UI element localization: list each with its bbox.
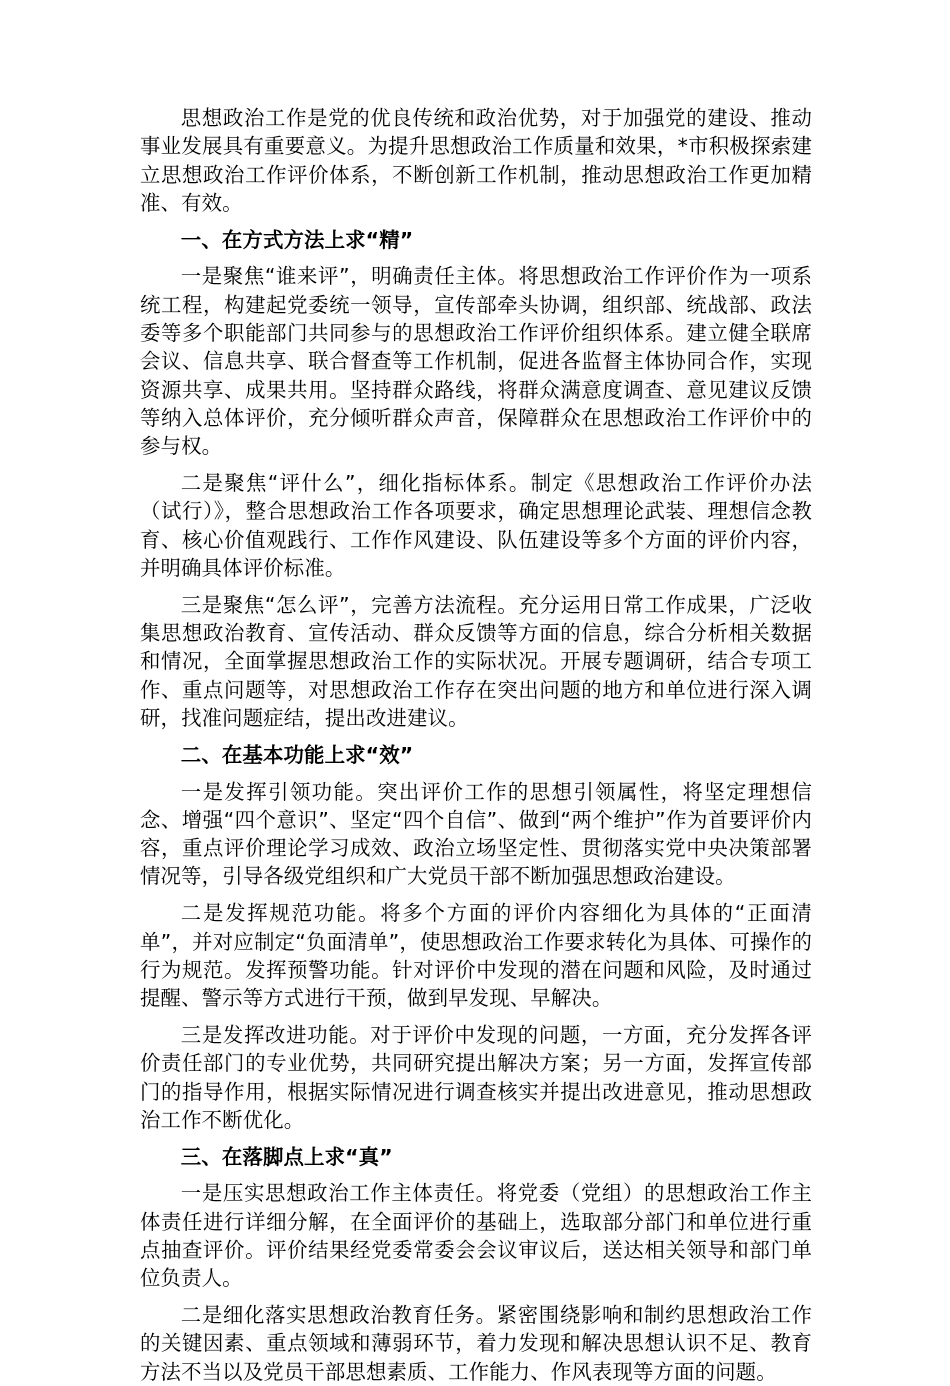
intro-paragraph: 思想政治工作是党的优良传统和政治优势，对于加强党的建设、推动事业发展具有重要意义。为提升思想政治工作质量和效果，*市积极探索建立思想政治工作评价体系，不断创新工作机制，推动思想政治工作更加精准、有效。 [140, 106, 812, 215]
document-text-column [140, 104, 812, 1386]
section-heading-3: 三、在落脚点上求“真” [180, 1144, 393, 1169]
section-2-item-1: 一是发挥引领功能。突出评价工作的思想引领属性，将坚定理想信念、增强“四个意识”、坚定“四个自信”、做到“两个维护”作为首要评价内容，重点评价理论学习成效、政治立场坚定性、贯彻落实党中央决策部署情况等，引导各级党组织和广大党员干部不断加强思想政治建设。 [140, 779, 812, 889]
section-1-item-3: 三是聚焦“怎么评”，完善方法流程。充分运用日常工作成果，广泛收集思想政治教育、宣传活动、群众反馈等方面的信息，综合分析相关数据和情况，全面掌握思想政治工作的实际状况。开展专题调研，结合专项工作、重点问题等，对思想政治工作存在突出问题的地方和单位进行深入调研，找准问题症结，提出改进建议。 [140, 592, 812, 730]
section-1-item-1: 一是聚焦“谁来评”，明确责任主体。将思想政治工作评价作为一项系统工程，构建起党委统一领导，宣传部牵头协调，组织部、统战部、政法委等多个职能部门共同参与的思想政治工作评价组织体系。建立健全联席会议、信息共享、联合督查等工作机制，促进各监督主体协同合作，实现资源共享、成果共用。坚持群众路线，将群众满意度调查、意见建议反馈等纳入总体评价，充分倾听群众声音，保障群众在思想政治工作评价中的参与权。 [140, 264, 812, 459]
section-heading-1: 一、在方式方法上求“精” [180, 227, 414, 252]
section-2-item-2: 二是发挥规范功能。将多个方面的评价内容细化为具体的“正面清单”，并对应制定“负面清单”，使思想政治工作要求转化为具体、可操作的行为规范。发挥预警功能。针对评价中发现的潜在问题和风险，及时通过提醒、警示等方式进行干预，做到早发现、早解决。 [140, 901, 812, 1011]
section-3-item-2: 二是细化落实思想政治教育任务。紧密围绕影响和制约思想政治工作的关键因素、重点领域和薄弱环节，着力发现和解决思想认识不足、教育方法不当以及党员干部思想素质、工作能力、作风表现等方面的问题。 [140, 1303, 812, 1384]
section-2-item-3: 三是发挥改进功能。对于评价中发现的问题，一方面，充分发挥各评价责任部门的专业优势，共同研究提出解决方案；另一方面，发挥宣传部门的指导作用，根据实际情况进行调查核实并提出改进意见，推动思想政治工作不断优化。 [140, 1022, 812, 1132]
section-1-item-2: 二是聚焦“评什么”，细化指标体系。制定《思想政治工作评价办法（试行）》，整合思想政治工作各项要求，确定思想理论武装、理想信念教育、核心价值观践行、工作作风建设、队伍建设等多个方面的评价内容，并明确具体评价标准。 [140, 471, 812, 580]
section-3-item-1: 一是压实思想政治工作主体责任。将党委（党组）的思想政治工作主体责任进行详细分解，在全面评价的基础上，选取部分部门和单位进行重点抽查评价。评价结果经党委常委会会议审议后，送达相关领导和部门单位负责人。 [140, 1181, 812, 1291]
section-heading-2: 二、在基本功能上求“效” [180, 742, 414, 767]
